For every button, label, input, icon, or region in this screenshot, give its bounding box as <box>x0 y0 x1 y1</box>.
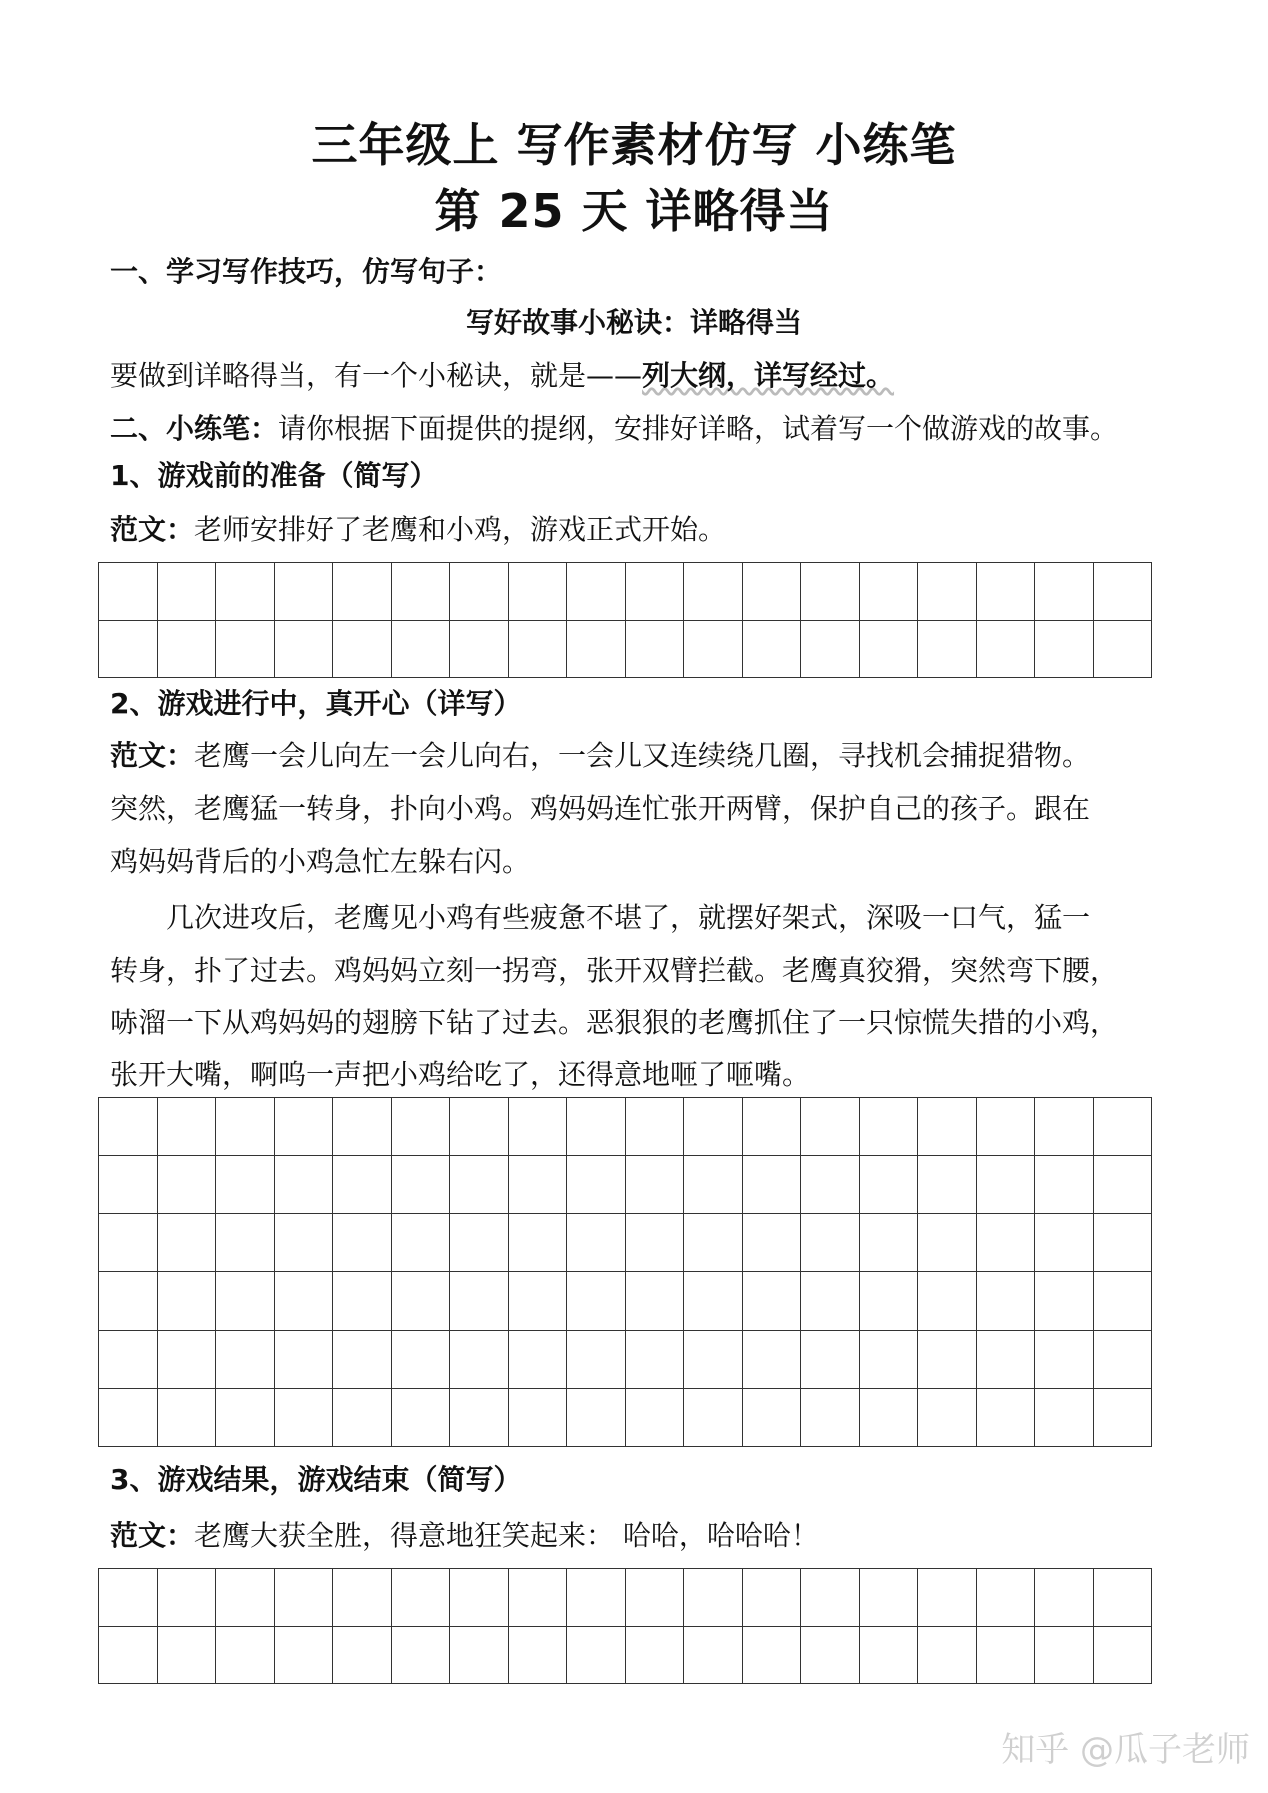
grid-cell[interactable] <box>391 1330 450 1388</box>
grid-cell[interactable] <box>918 1569 977 1627</box>
grid-cell[interactable] <box>274 1330 333 1388</box>
part2-example-label: 范文： <box>110 739 195 772</box>
grid-cell[interactable] <box>742 1214 801 1272</box>
grid-row <box>99 563 1152 621</box>
grid-table <box>98 1097 1152 1447</box>
grid-row <box>99 1098 1152 1156</box>
grid-cell[interactable] <box>216 1156 275 1214</box>
grid-cell[interactable] <box>625 1388 684 1446</box>
grid-cell[interactable] <box>274 1156 333 1214</box>
worksheet-title: 三年级上 写作素材仿写 小练笔 <box>311 118 957 172</box>
grid-cell[interactable] <box>625 563 684 621</box>
grid-cell[interactable] <box>567 1098 626 1156</box>
writing-grid-part1[interactable] <box>98 562 1152 678</box>
grid-cell[interactable] <box>625 1098 684 1156</box>
grid-cell[interactable] <box>1093 1272 1152 1330</box>
grid-cell[interactable] <box>976 1330 1035 1388</box>
grid-cell[interactable] <box>508 1626 567 1684</box>
grid-cell[interactable] <box>99 1330 158 1388</box>
day-title: 第 25 天 详略得当 <box>434 184 834 238</box>
grid-cell[interactable] <box>1093 1330 1152 1388</box>
grid-cell[interactable] <box>99 1388 158 1446</box>
grid-cell[interactable] <box>801 1156 860 1214</box>
grid-cell[interactable] <box>450 1569 509 1627</box>
grid-cell[interactable] <box>1035 1330 1094 1388</box>
grid-cell[interactable] <box>1093 1156 1152 1214</box>
grid-cell[interactable] <box>801 563 860 621</box>
grid-cell[interactable] <box>157 1569 216 1627</box>
grid-cell[interactable] <box>976 563 1035 621</box>
grid-cell[interactable] <box>684 1272 743 1330</box>
grid-cell[interactable] <box>801 1272 860 1330</box>
grid-cell[interactable] <box>157 1214 216 1272</box>
grid-cell[interactable] <box>333 1272 392 1330</box>
grid-cell[interactable] <box>1093 620 1152 678</box>
grid-cell[interactable] <box>859 1098 918 1156</box>
grid-cell[interactable] <box>391 620 450 678</box>
grid-cell[interactable] <box>508 1214 567 1272</box>
grid-cell[interactable] <box>333 620 392 678</box>
grid-cell[interactable] <box>450 1626 509 1684</box>
grid-cell[interactable] <box>918 563 977 621</box>
grid-cell[interactable] <box>99 1098 158 1156</box>
grid-cell[interactable] <box>1035 1156 1094 1214</box>
grid-cell[interactable] <box>801 1098 860 1156</box>
grid-cell[interactable] <box>508 563 567 621</box>
part2-heading: 2、游戏进行中，真开心（详写） <box>110 687 522 720</box>
grid-cell[interactable] <box>625 1626 684 1684</box>
grid-cell[interactable] <box>274 1098 333 1156</box>
grid-cell[interactable] <box>859 1156 918 1214</box>
part3-example-text: 老鹰大获全胜，得意地狂笑起来： 哈哈，哈哈哈！ <box>194 1519 819 1552</box>
grid-cell[interactable] <box>567 1156 626 1214</box>
grid-cell[interactable] <box>801 620 860 678</box>
grid-cell[interactable] <box>391 1098 450 1156</box>
grid-cell[interactable] <box>976 1156 1035 1214</box>
grid-cell[interactable] <box>391 1388 450 1446</box>
grid-table <box>98 1568 1152 1684</box>
grid-cell[interactable] <box>918 1330 977 1388</box>
grid-cell[interactable] <box>918 1156 977 1214</box>
grid-cell[interactable] <box>508 1156 567 1214</box>
grid-cell[interactable] <box>508 1569 567 1627</box>
grid-cell[interactable] <box>508 1098 567 1156</box>
grid-cell[interactable] <box>99 620 158 678</box>
grid-cell[interactable] <box>157 563 216 621</box>
grid-cell[interactable] <box>859 1330 918 1388</box>
grid-cell[interactable] <box>274 1626 333 1684</box>
grid-cell[interactable] <box>1093 1626 1152 1684</box>
grid-cell[interactable] <box>859 1569 918 1627</box>
part3-example-label: 范文： <box>110 1519 195 1552</box>
grid-row <box>99 1214 1152 1272</box>
grid-cell[interactable] <box>801 1214 860 1272</box>
grid-cell[interactable] <box>450 563 509 621</box>
grid-cell[interactable] <box>684 1214 743 1272</box>
section1-body-prefix: 要做到详略得当，有一个小秘诀，就是—— <box>110 359 643 392</box>
grid-cell[interactable] <box>391 1156 450 1214</box>
section1-heading: 一、学习写作技巧，仿写句子： <box>110 255 503 288</box>
grid-cell[interactable] <box>567 1626 626 1684</box>
grid-cell[interactable] <box>567 620 626 678</box>
part2-example-line-7: 张开大嘴，啊呜一声把小鸡给吃了，还得意地咂了咂嘴。 <box>110 1058 811 1091</box>
grid-cell[interactable] <box>976 1098 1035 1156</box>
grid-row <box>99 1388 1152 1446</box>
grid-cell[interactable] <box>1035 563 1094 621</box>
writing-grid-part2[interactable] <box>98 1097 1152 1447</box>
grid-row <box>99 1156 1152 1214</box>
grid-cell[interactable] <box>99 1272 158 1330</box>
grid-cell[interactable] <box>1093 1214 1152 1272</box>
grid-cell[interactable] <box>801 1388 860 1446</box>
grid-cell[interactable] <box>859 1214 918 1272</box>
grid-cell[interactable] <box>99 563 158 621</box>
grid-cell[interactable] <box>274 1272 333 1330</box>
grid-cell[interactable] <box>742 1272 801 1330</box>
grid-cell[interactable] <box>976 1272 1035 1330</box>
grid-cell[interactable] <box>391 1272 450 1330</box>
grid-cell[interactable] <box>801 1330 860 1388</box>
grid-cell[interactable] <box>216 1626 275 1684</box>
grid-row <box>99 1330 1152 1388</box>
grid-cell[interactable] <box>567 1214 626 1272</box>
grid-cell[interactable] <box>742 620 801 678</box>
section2-heading-text: 请你根据下面提供的提纲，安排好详略，试着写一个做游戏的故事。 <box>278 412 1119 445</box>
section2-heading-label: 二、小练笔： <box>110 412 279 445</box>
grid-cell[interactable] <box>918 1626 977 1684</box>
grid-cell[interactable] <box>742 1569 801 1627</box>
grid-cell[interactable] <box>450 1098 509 1156</box>
part2-example-line-4: 几次进攻后，老鹰见小鸡有些疲惫不堪了，就摆好架式，深吸一口气，猛一 <box>110 901 1091 934</box>
grid-cell[interactable] <box>1093 1098 1152 1156</box>
grid-cell[interactable] <box>1035 1098 1094 1156</box>
grid-cell[interactable] <box>508 1388 567 1446</box>
watermark: 知乎 @瓜子老师 <box>1001 1730 1250 1770</box>
grid-cell[interactable] <box>684 1330 743 1388</box>
grid-cell[interactable] <box>216 620 275 678</box>
grid-cell[interactable] <box>391 1214 450 1272</box>
grid-cell[interactable] <box>918 1098 977 1156</box>
grid-cell[interactable] <box>625 1272 684 1330</box>
grid-cell[interactable] <box>450 1214 509 1272</box>
grid-cell[interactable] <box>918 1388 977 1446</box>
grid-cell[interactable] <box>742 1156 801 1214</box>
grid-cell[interactable] <box>157 1626 216 1684</box>
grid-cell[interactable] <box>684 1626 743 1684</box>
grid-cell[interactable] <box>976 1626 1035 1684</box>
grid-cell[interactable] <box>99 1626 158 1684</box>
grid-cell[interactable] <box>1093 1388 1152 1446</box>
section2-heading <box>110 411 1118 447</box>
section1-body <box>110 358 894 394</box>
grid-cell[interactable] <box>274 620 333 678</box>
grid-cell[interactable] <box>567 563 626 621</box>
grid-cell[interactable] <box>1035 1272 1094 1330</box>
grid-cell[interactable] <box>625 1214 684 1272</box>
grid-cell[interactable] <box>684 1156 743 1214</box>
grid-cell[interactable] <box>976 620 1035 678</box>
grid-cell[interactable] <box>508 1330 567 1388</box>
grid-cell[interactable] <box>567 1388 626 1446</box>
grid-row <box>99 1569 1152 1627</box>
grid-cell[interactable] <box>99 1569 158 1627</box>
grid-cell[interactable] <box>99 1156 158 1214</box>
grid-cell[interactable] <box>157 1330 216 1388</box>
grid-cell[interactable] <box>157 1156 216 1214</box>
grid-cell[interactable] <box>684 1388 743 1446</box>
grid-cell[interactable] <box>976 1569 1035 1627</box>
grid-cell[interactable] <box>1093 563 1152 621</box>
grid-cell[interactable] <box>684 563 743 621</box>
grid-cell[interactable] <box>684 1098 743 1156</box>
grid-cell[interactable] <box>742 1626 801 1684</box>
part2-example-line-5: 转身，扑了过去。鸡妈妈立刻一拐弯，张开双臂拦截。老鹰真狡猾，突然弯下腰， <box>110 954 1119 987</box>
writing-grid-part3[interactable] <box>98 1568 1152 1684</box>
grid-cell[interactable] <box>274 563 333 621</box>
grid-cell[interactable] <box>859 563 918 621</box>
grid-row <box>99 1272 1152 1330</box>
grid-cell[interactable] <box>508 1272 567 1330</box>
grid-cell[interactable] <box>625 620 684 678</box>
part1-example-label: 范文： <box>110 513 195 546</box>
grid-cell[interactable] <box>157 1098 216 1156</box>
grid-row <box>99 1626 1152 1684</box>
grid-cell[interactable] <box>859 1626 918 1684</box>
grid-cell[interactable] <box>1093 1569 1152 1627</box>
grid-cell[interactable] <box>1035 1388 1094 1446</box>
grid-cell[interactable] <box>333 1569 392 1627</box>
part1-example-text: 老师安排好了老鹰和小鸡，游戏正式开始。 <box>194 513 727 546</box>
grid-cell[interactable] <box>216 1569 275 1627</box>
grid-cell[interactable] <box>216 1272 275 1330</box>
grid-cell[interactable] <box>859 620 918 678</box>
section1-subheading: 写好故事小秘诀：详略得当 <box>465 306 802 339</box>
grid-cell[interactable] <box>450 1388 509 1446</box>
grid-cell[interactable] <box>567 1272 626 1330</box>
grid-cell[interactable] <box>1035 1569 1094 1627</box>
grid-cell[interactable] <box>742 1098 801 1156</box>
grid-cell[interactable] <box>333 1330 392 1388</box>
grid-cell[interactable] <box>1035 1626 1094 1684</box>
part2-example-line-6: 哧溜一下从鸡妈妈的翅膀下钻了过去。恶狠狠的老鹰抓住了一只惊慌失措的小鸡， <box>110 1006 1119 1039</box>
part2-example-line-1 <box>110 738 1090 774</box>
grid-cell[interactable] <box>450 1330 509 1388</box>
grid-cell[interactable] <box>1035 620 1094 678</box>
grid-cell[interactable] <box>859 1388 918 1446</box>
grid-cell[interactable] <box>859 1272 918 1330</box>
grid-cell[interactable] <box>801 1626 860 1684</box>
part2-example-line-2: 突然，老鹰猛一转身，扑向小鸡。鸡妈妈连忙张开两臂，保护自己的孩子。跟在 <box>110 792 1091 825</box>
grid-cell[interactable] <box>216 563 275 621</box>
grid-cell[interactable] <box>918 1214 977 1272</box>
grid-cell[interactable] <box>450 620 509 678</box>
grid-cell[interactable] <box>333 1388 392 1446</box>
grid-cell[interactable] <box>742 1330 801 1388</box>
grid-cell[interactable] <box>567 1330 626 1388</box>
grid-cell[interactable] <box>684 620 743 678</box>
grid-table <box>98 562 1152 678</box>
part3-heading: 3、游戏结果，游戏结束（简写） <box>110 1463 522 1496</box>
grid-cell[interactable] <box>157 1272 216 1330</box>
grid-cell[interactable] <box>391 1626 450 1684</box>
part3-example <box>110 1518 819 1554</box>
grid-cell[interactable] <box>391 563 450 621</box>
grid-cell[interactable] <box>742 563 801 621</box>
grid-cell[interactable] <box>625 1330 684 1388</box>
grid-cell[interactable] <box>274 1388 333 1446</box>
grid-cell[interactable] <box>976 1214 1035 1272</box>
grid-cell[interactable] <box>333 1156 392 1214</box>
grid-cell[interactable] <box>450 1156 509 1214</box>
grid-cell[interactable] <box>508 620 567 678</box>
part1-example <box>110 512 726 548</box>
grid-cell[interactable] <box>450 1272 509 1330</box>
part2-example-text-1: 老鹰一会儿向左一会儿向右，一会儿又连续绕几圈，寻找机会捕捉猎物。 <box>194 739 1091 772</box>
grid-cell[interactable] <box>391 1569 450 1627</box>
grid-cell[interactable] <box>216 1098 275 1156</box>
grid-cell[interactable] <box>333 1626 392 1684</box>
grid-cell[interactable] <box>567 1569 626 1627</box>
grid-cell[interactable] <box>801 1569 860 1627</box>
grid-cell[interactable] <box>157 620 216 678</box>
grid-cell[interactable] <box>625 1569 684 1627</box>
grid-cell[interactable] <box>625 1156 684 1214</box>
section1-body-emphasis: 列大纲，详写经过。 <box>642 359 895 392</box>
grid-cell[interactable] <box>684 1569 743 1627</box>
grid-row <box>99 620 1152 678</box>
grid-cell[interactable] <box>216 1388 275 1446</box>
grid-cell[interactable] <box>1035 1214 1094 1272</box>
grid-cell[interactable] <box>333 1214 392 1272</box>
grid-cell[interactable] <box>157 1388 216 1446</box>
part2-example-line-3: 鸡妈妈背后的小鸡急忙左躲右闪。 <box>110 845 531 878</box>
grid-cell[interactable] <box>274 1214 333 1272</box>
grid-cell[interactable] <box>216 1330 275 1388</box>
grid-cell[interactable] <box>274 1569 333 1627</box>
grid-cell[interactable] <box>99 1214 158 1272</box>
grid-cell[interactable] <box>742 1388 801 1446</box>
grid-cell[interactable] <box>976 1388 1035 1446</box>
grid-cell[interactable] <box>333 1098 392 1156</box>
grid-cell[interactable] <box>918 1272 977 1330</box>
part1-heading: 1、游戏前的准备（简写） <box>110 459 438 492</box>
grid-cell[interactable] <box>216 1214 275 1272</box>
grid-cell[interactable] <box>333 563 392 621</box>
grid-cell[interactable] <box>918 620 977 678</box>
